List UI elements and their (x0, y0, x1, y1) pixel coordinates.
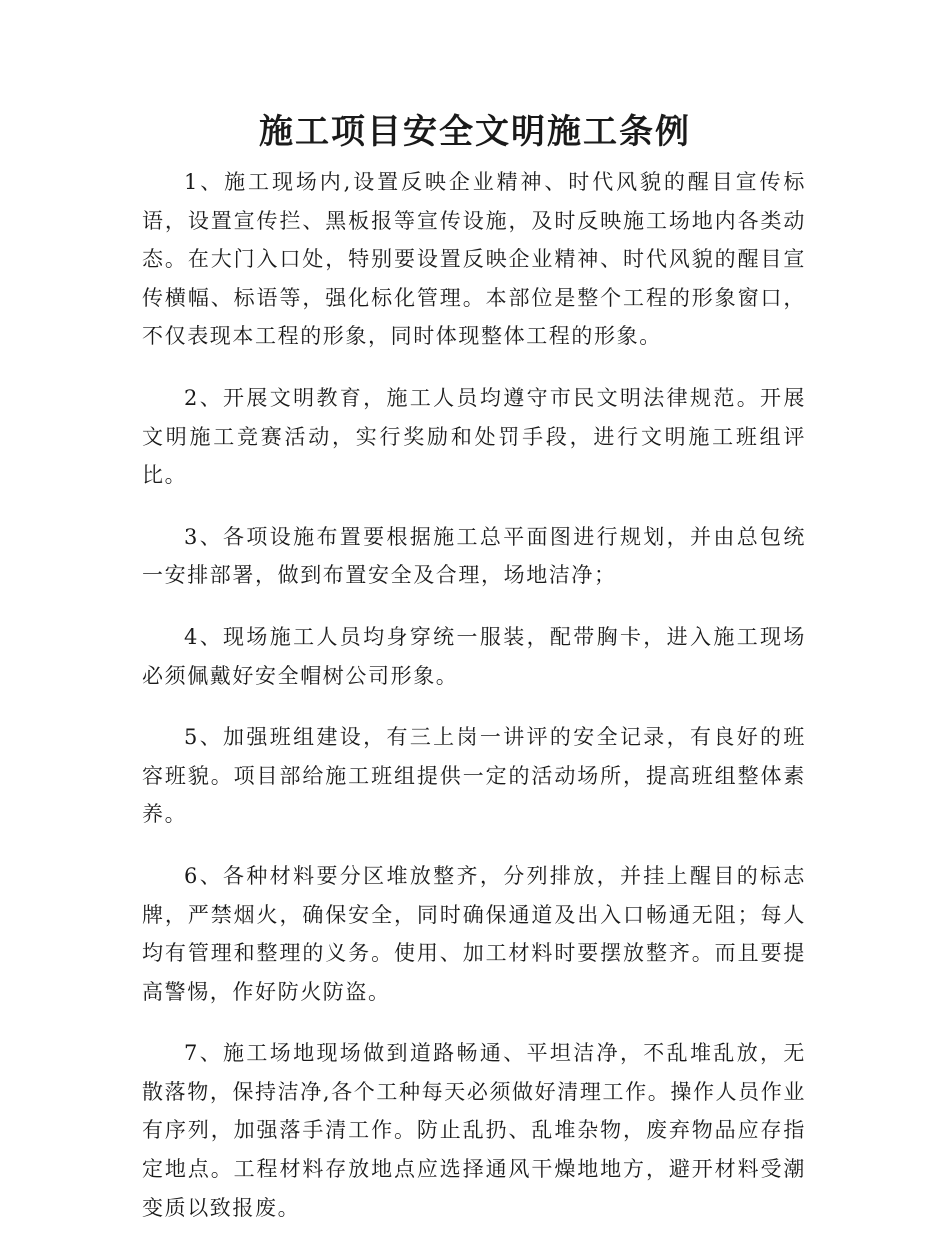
paragraph-4: 4、现场施工人员均身穿统一服装，配带胸卡，进入施工现场必须佩戴好安全帽树公司形象。 (142, 624, 806, 688)
paragraph-6: 6、各种材料要分区堆放整齐，分列排放，并挂上醒目的标志牌，严禁烟火，确保安全，同时确保通道及出入口畅通无阻；每人均有管理和整理的义务。使用、加工材料时要摆放整齐。而且要提高警惕，作好防火防盗。 (142, 863, 806, 1004)
paragraph-2: 2、开展文明教育，施工人员均遵守市民文明法律规范。开展文明施工竞赛活动，实行奖励和处罚手段，进行文明施工班组评比。 (142, 385, 806, 488)
paragraph-5: 5、加强班组建设，有三上岗一讲评的安全记录，有良好的班容班貌。项目部给施工班组提供一定的活动场所，提高班组整体素养。 (142, 725, 806, 827)
paragraph-3: 3、各项设施布置要根据施工总平面图进行规划，并由总包统一安排部署，做到布置安全及合理，场地洁净； (142, 524, 806, 588)
paragraph-7: 7、施工场地现场做到道路畅通、平坦洁净，不乱堆乱放，无散落物，保持洁净,各个工种每天必须做好清理工作。操作人员作业有序列，加强落手清工作。防止乱扔、乱堆杂物，废弃物品应存指定地点。工程材料存放地点应选择通风干燥地地方，避开材料受潮变质以致报废。 (142, 1041, 806, 1220)
paragraph-1: 1、施工现场内,设置反映企业精神、时代风貌的醒目宣传标语，设置宣传拦、黑板报等宣传设施，及时反映施工场地内各类动态。在大门入口处，特别要设置反映企业精神、时代风貌的醒目宣传横幅、标语等，强化标化管理。本部位是整个工程的形象窗口，不仅表现本工程的形象，同时体现整体工程的形象。 (142, 170, 806, 349)
document-title: 施工项目安全文明施工条例 (259, 112, 691, 152)
document-body (142, 163, 806, 1250)
